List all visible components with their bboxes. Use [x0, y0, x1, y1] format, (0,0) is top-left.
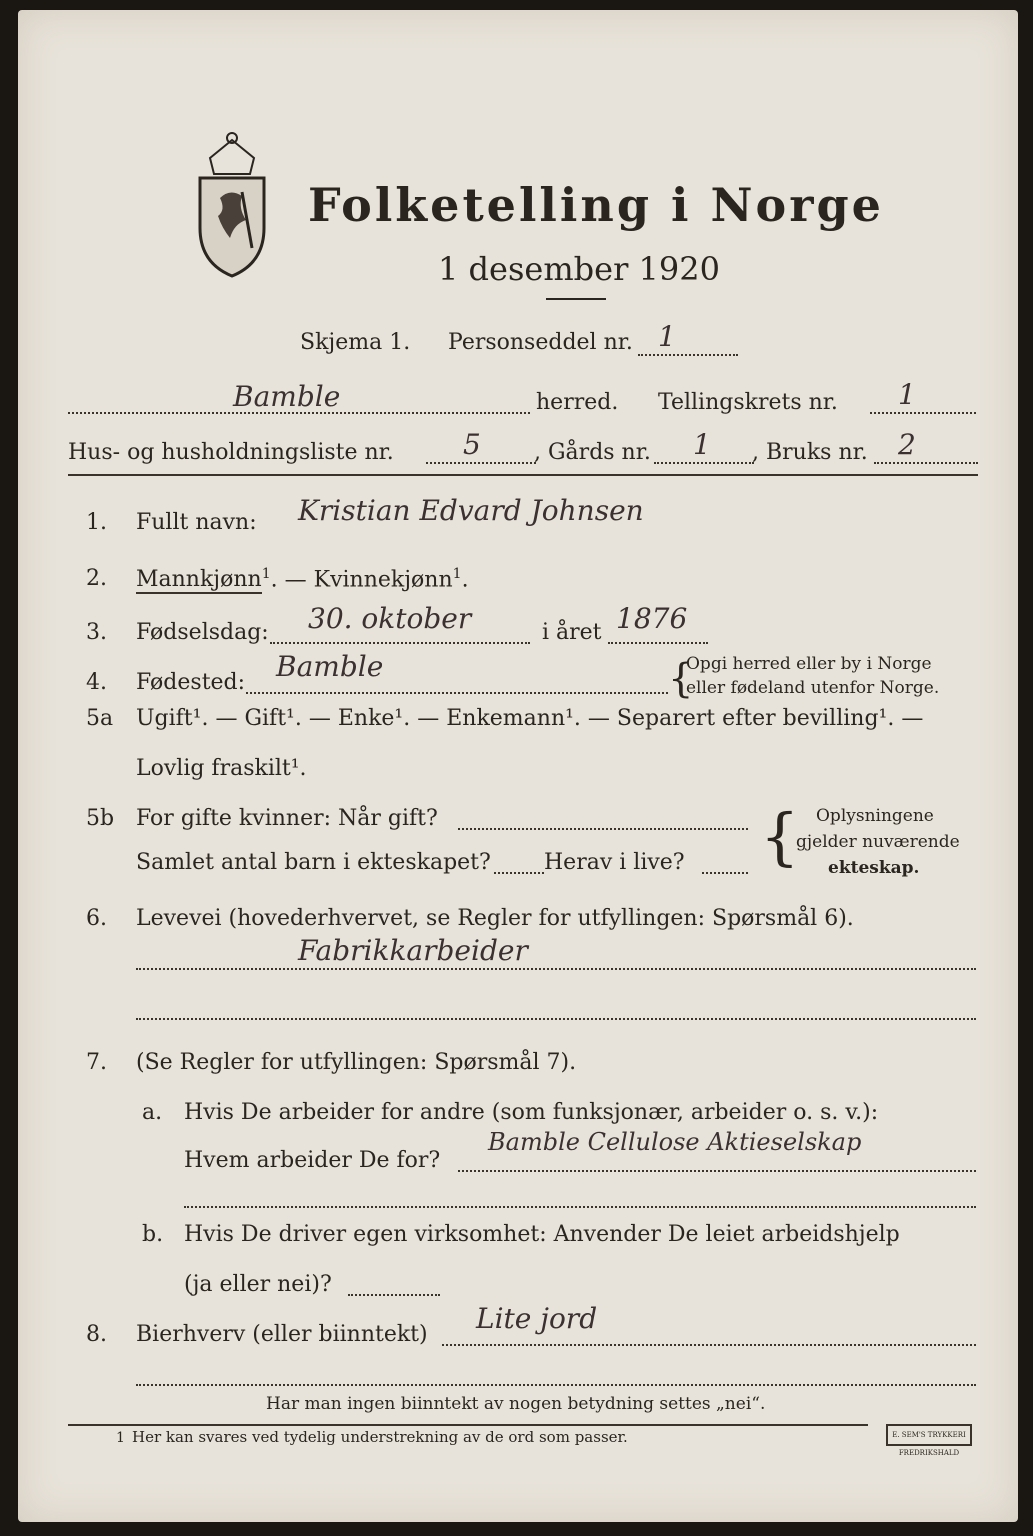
q1-label: Fullt navn:: [136, 510, 257, 535]
q2-gender: Mannkjønn$^1$. — Kvinnekjønn$^1$.: [136, 566, 469, 593]
mannkjonn-option[interactable]: Mannkjønn: [136, 567, 262, 593]
bruks-value[interactable]: 2: [898, 428, 916, 461]
q8-label: Bierhverv (eller biinntekt): [136, 1322, 428, 1347]
gards-label: , Gårds nr.: [534, 440, 651, 465]
personseddel-value[interactable]: 1: [658, 320, 676, 353]
q5b-line-1: For gifte kvinner: Når gift?: [136, 806, 438, 831]
bruks-label: , Bruks nr.: [752, 440, 868, 465]
footer-note: Har man ingen biinntekt av nogen betydning settes „nei“.: [266, 1394, 766, 1414]
birthplace-value[interactable]: Bamble: [276, 650, 384, 683]
kvinnekjonn-option[interactable]: Kvinnekjønn: [313, 567, 453, 593]
birthdate-value[interactable]: 30. oktober: [308, 602, 472, 635]
personseddel-label: Personseddel nr.: [448, 330, 633, 355]
printer-mark: E. SEM'S TRYKKERI FREDRIKSHALD: [886, 1424, 972, 1446]
header-rule: [68, 474, 978, 476]
q7b-line-1: Hvis De driver egen virksomhet: Anvender De leiet arbeidshjelp: [184, 1222, 900, 1247]
q5b-note-3: ekteskap.: [828, 858, 920, 878]
divider: [546, 298, 606, 300]
tellingskrets-value[interactable]: 1: [898, 378, 916, 411]
husliste-label: Hus- og husholdningsliste nr.: [68, 440, 394, 465]
q5b-line-2b: Herav i live?: [544, 850, 685, 875]
q5a-line-1: Ugift¹. — Gift¹. — Enke¹. — Enkemann¹. — Separert efter bevilling¹. —: [136, 706, 924, 731]
q3-label: Fødselsdag:: [136, 620, 269, 645]
census-form: Folketelling i Norge 1 desember 1920 Skjema 1. Personseddel nr. 1 Bamble herred. Tellingskrets nr. 1 Hus- og husholdningsliste nr. 5 , Gårds nr. 1 , Bruks nr. 2 1. Fullt navn: Kristian Edvard Johnsen 2. Mannkjønn$^1$. — Kvinnekjønn$^1$. 3. Fødselsdag: 30. oktober i året 1876 4. Fødested: Bamble { Opgi herred eller by i Norge eller fødeland utenfor Norge. 5a Ugift¹. — Gift¹. — Enke¹. — Enkemann¹. — Separert efter bevilling¹. — Lovlig fraskilt¹. 5b For gifte kvinner: Når gift? Samlet antal barn i ekteskapet? Herav i live? { Oplysningene gjelder nuværende ekteskap. 6. Levevei (hovederhvervet, se Regler for utfyllingen: Spørsmål 6). Fabrikkarbeider 7. (Se Regler for utfyllingen: Spørsmål 7). a. Hvis De arbeider for andre (som funksjonær, arbeider o. s. v.): Hvem arbeider De for? Bamble Cellulose Aktieselskap b. Hvis De driver egen virksomhet: Anvender De leiet arbeidshjelp (ja eller nei)? 8. Bierhverv (eller biinntekt) Lite jord Har man ingen biinntekt av nogen betydning settes „nei“. 1 Her kan svares ved tydelig understrekning av de ord som passer. E. SEM'S TRYKKERI FREDRIKSHALD: [18, 10, 1018, 1522]
gards-value[interactable]: 1: [693, 428, 711, 461]
form-title: Folketelling i Norge: [308, 178, 884, 232]
full-name-value[interactable]: Kristian Edvard Johnsen: [298, 494, 644, 527]
census-date: 1 desember 1920: [438, 250, 720, 288]
occupation-value[interactable]: Fabrikkarbeider: [298, 934, 528, 967]
q6-label: Levevei (hovederhvervet, se Regler for utfyllingen: Spørsmål 6).: [136, 906, 854, 931]
q4-note-1: Opgi herred eller by i Norge: [686, 654, 932, 674]
herred-label: herred.: [536, 390, 619, 415]
footnote: Her kan svares ved tydelig understrekning av de ord som passer.: [132, 1428, 628, 1446]
side-income-value[interactable]: Lite jord: [476, 1302, 598, 1335]
husliste-value[interactable]: 5: [463, 428, 481, 461]
q5b-line-2a: Samlet antal barn i ekteskapet?: [136, 850, 491, 875]
employer-value[interactable]: Bamble Cellulose Aktieselskap: [488, 1128, 862, 1156]
q5b-note-1: Oplysningene: [816, 806, 934, 826]
q4-note-2: eller fødeland utenfor Norge.: [686, 678, 940, 698]
q7a-line-1: Hvis De arbeider for andre (som funksjonær, arbeider o. s. v.):: [184, 1100, 879, 1125]
birthyear-value[interactable]: 1876: [616, 602, 688, 635]
coat-of-arms-icon: [190, 128, 274, 278]
q5a-line-2: Lovlig fraskilt¹.: [136, 756, 307, 781]
year-label: i året: [542, 620, 602, 645]
q5b-note-2: gjelder nuværende: [796, 832, 960, 852]
q7a-line-2: Hvem arbeider De for?: [184, 1148, 441, 1173]
herred-value[interactable]: Bamble: [233, 380, 341, 413]
q4-label: Fødested:: [136, 670, 246, 695]
q7b-line-2: (ja eller nei)?: [184, 1272, 332, 1297]
tellingskrets-label: Tellingskrets nr.: [658, 390, 838, 415]
q7-label: (Se Regler for utfyllingen: Spørsmål 7).: [136, 1050, 577, 1075]
schema-label: Skjema 1.: [300, 330, 411, 355]
